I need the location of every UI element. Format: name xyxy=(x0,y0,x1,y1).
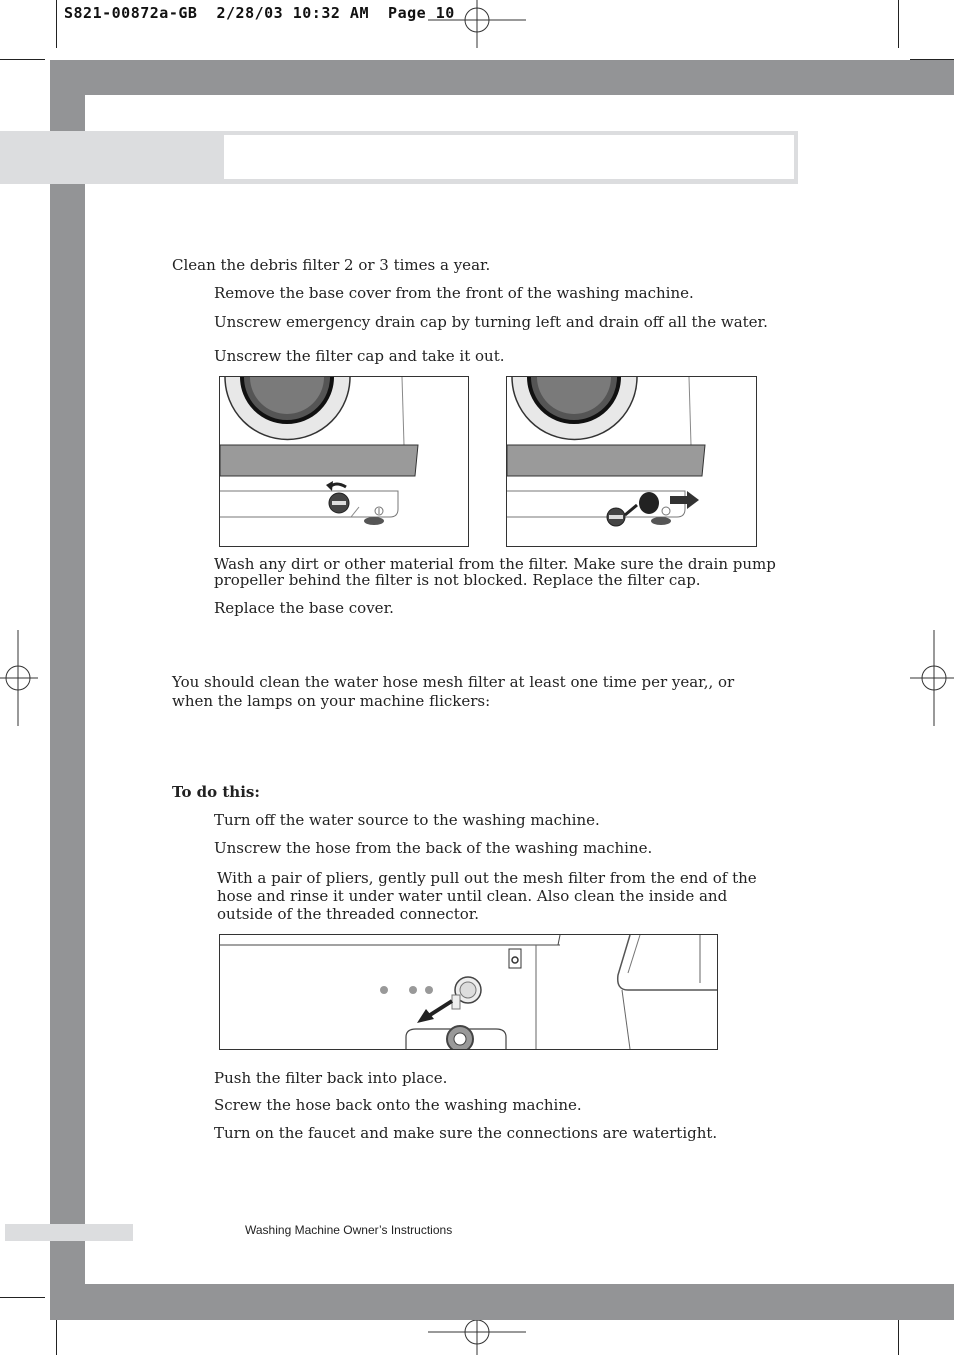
section1-step-3: Unscrew the filter cap and take it out. xyxy=(214,347,505,365)
section2-step-5: Screw the hose back onto the washing machine. xyxy=(214,1096,582,1114)
title-box xyxy=(224,135,794,179)
section2-step-1: Turn off the water source to the washing machine. xyxy=(214,811,600,829)
registration-mark-top xyxy=(428,0,528,50)
section1-intro: Clean the debris filter 2 or 3 times a year. xyxy=(172,256,491,274)
footer-tab xyxy=(5,1224,133,1241)
illustration-drain-cap xyxy=(220,377,468,546)
crop-mark xyxy=(0,59,45,60)
section1-step-5: Replace the base cover. xyxy=(214,599,394,617)
footer-text: Washing Machine Owner’s Instructions xyxy=(245,1223,453,1237)
registration-mark-left xyxy=(0,628,40,728)
figure-hose-filter xyxy=(219,934,718,1050)
section2-intro: You should clean the water hose mesh filter at least one time per year,, or when the lamps on your machine flickers: xyxy=(172,673,735,710)
section1-step-2: Unscrew emergency drain cap by turning left and drain off all the water. xyxy=(214,313,768,331)
section2-step-4: Push the filter back into place. xyxy=(214,1069,448,1087)
section1-step-4: Wash any dirt or other material from the filter. Make sure the drain pump propeller behind the filter is not blocked. Replace the filter cap. xyxy=(214,555,776,589)
section2-step-2: Unscrew the hose from the back of the washing machine. xyxy=(214,839,653,857)
todo-label: To do this: xyxy=(172,783,260,801)
crop-mark xyxy=(898,0,899,48)
frame-band-bottom xyxy=(50,1284,954,1320)
print-slug: S821-00872a-GB 2/28/03 10:32 AM Page 10 xyxy=(64,4,455,22)
section1-step-1: Remove the base cover from the front of the washing machine. xyxy=(214,284,694,302)
frame-band-top xyxy=(50,60,954,95)
crop-mark xyxy=(56,0,57,48)
illustration-hose-filter xyxy=(220,935,717,1049)
registration-mark-right xyxy=(910,628,954,728)
section2-step-6: Turn on the faucet and make sure the connections are watertight. xyxy=(214,1124,718,1142)
crop-mark xyxy=(0,1297,45,1298)
figure-drain-cap xyxy=(219,376,469,547)
section2-step-3: With a pair of pliers, gently pull out the mesh filter from the end of the hose and rinse it under water until clean. Also clean the inside and outside of the threaded connector. xyxy=(217,869,757,923)
frame-band-left xyxy=(50,60,85,1320)
illustration-filter-removal xyxy=(507,377,756,546)
figure-filter-removal xyxy=(506,376,757,547)
